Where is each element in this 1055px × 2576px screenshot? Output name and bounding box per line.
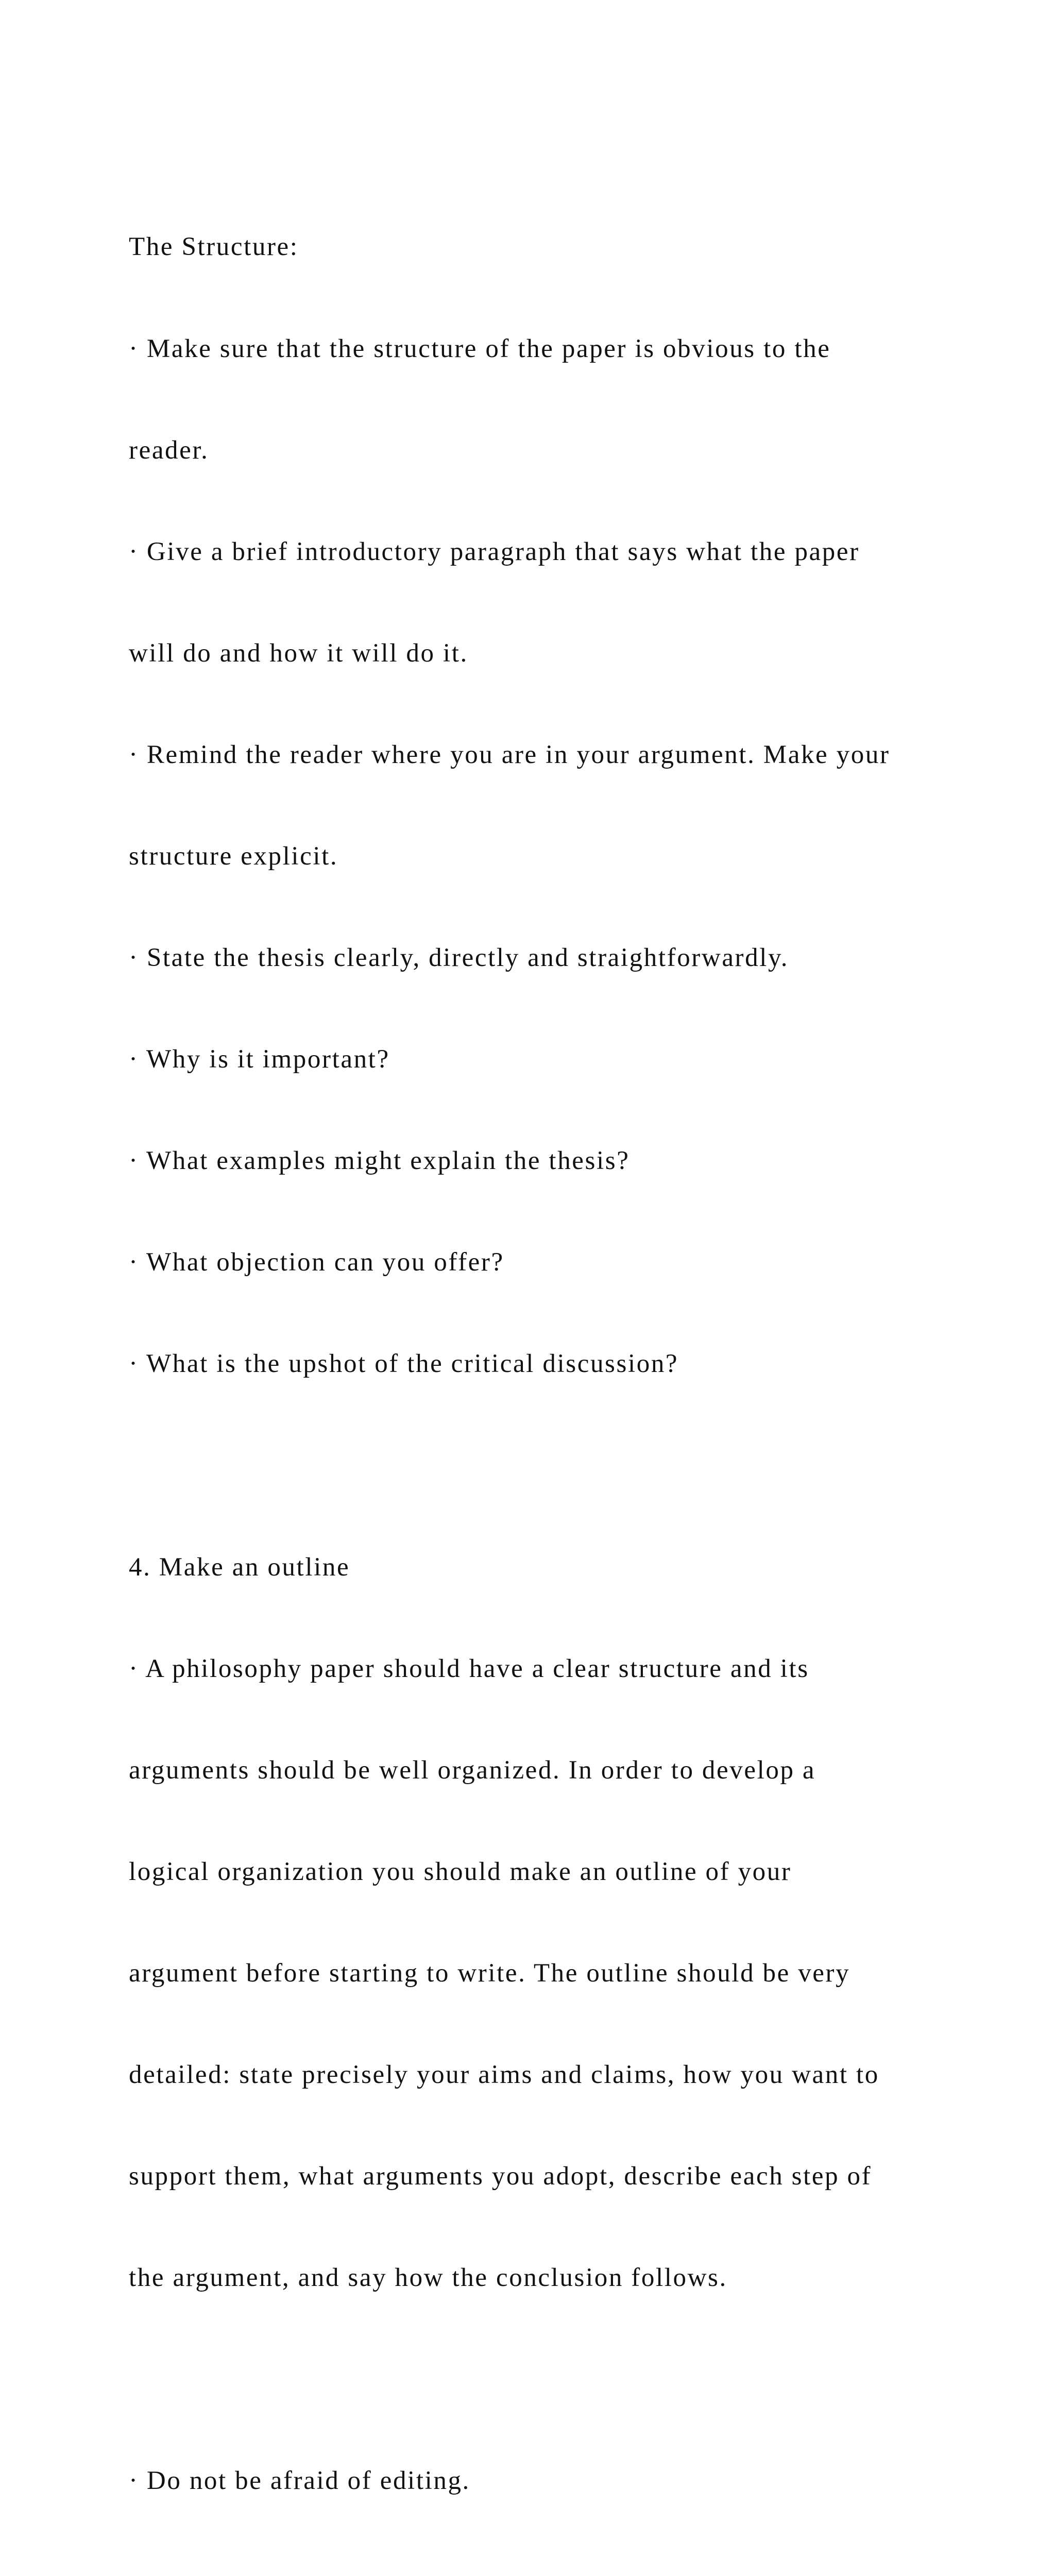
- blank-line: [129, 2363, 1005, 2397]
- text-line: will do and how it will do it.: [129, 638, 468, 668]
- blank-line: [129, 2566, 1005, 2576]
- bullet-line: · Remind the reader where you are in your argument. Make your: [129, 740, 890, 769]
- text-line: detailed: state precisely your aims and claims, how you want to: [129, 2060, 879, 2090]
- bullet-line: · Why is it important?: [129, 1045, 390, 1074]
- bullet-line: · What objection can you offer?: [129, 1248, 504, 1277]
- text-line: the argument, and say how the conclusion follows.: [129, 2263, 727, 2293]
- bullet-line: · Do not be afraid of editing.: [129, 2466, 470, 2496]
- blank-line: [129, 1449, 1005, 1483]
- section-heading-outline: 4. Make an outline: [129, 1552, 350, 1582]
- bullet-line: · A philosophy paper should have a clear structure and its: [129, 1654, 809, 1683]
- text-line: reader.: [129, 435, 209, 465]
- bullet-line: · What examples might explain the thesis?: [129, 1146, 630, 1176]
- text-line: support them, what arguments you adopt, describe each step of: [129, 2162, 872, 2191]
- text-line: arguments should be well organized. In order to develop a: [129, 1755, 816, 1785]
- bullet-line: · Make sure that the structure of the paper is obvious to the: [129, 334, 831, 363]
- text-line: structure explicit.: [129, 841, 338, 871]
- text-line: argument before starting to write. The outline should be very: [129, 1959, 850, 1988]
- text-line: logical organization you should make an outline of your: [129, 1857, 792, 1886]
- bullet-line: · What is the upshot of the critical discussion?: [129, 1349, 679, 1379]
- document-body: [129, 163, 1005, 2576]
- bullet-line: · State the thesis clearly, directly and straightforwardly.: [129, 943, 789, 973]
- section-heading-structure: The Structure:: [129, 232, 299, 262]
- bullet-line: · Give a brief introductory paragraph that says what the paper: [129, 537, 860, 566]
